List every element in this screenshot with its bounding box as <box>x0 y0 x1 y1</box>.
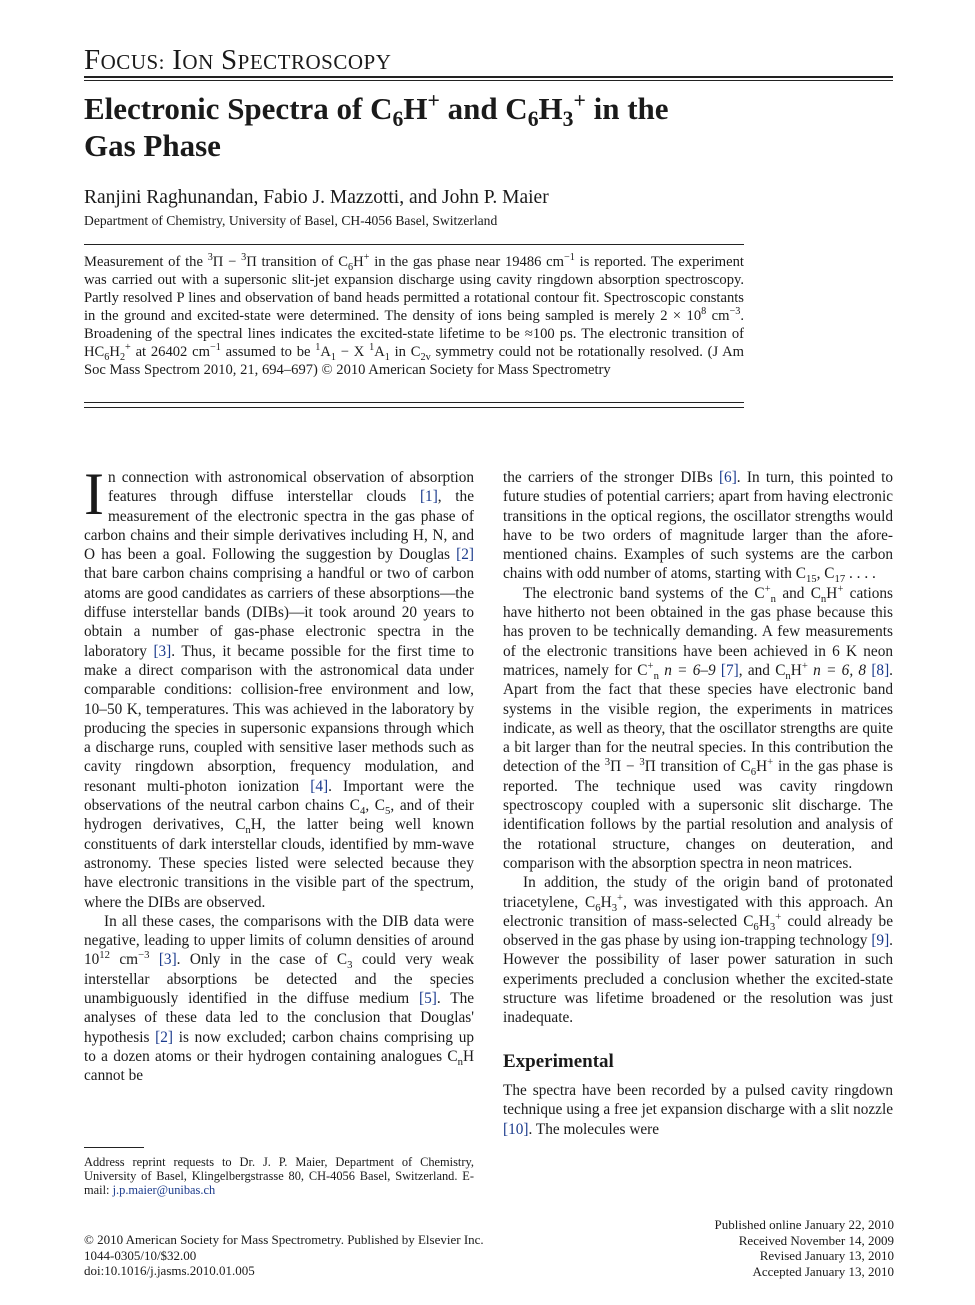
ref-link-5[interactable]: [5] <box>418 990 437 1008</box>
doi-line: doi:10.1016/j.jasms.2010.01.005 <box>84 1263 255 1278</box>
abstract: Measurement of the $^3$Π − $^3$Π transition of $C_6H^+$ in the gas phase near 19486 $cm^{-1}$ is reported. The experiment was carried out with a supersonic slit-jet expansion discharge using cavity ringdown absorption spectroscopy. Partly resolved P lines and observation of band heads permitted a rotational contour fit. Spectroscopic constants in the ground and excited-state were determined. The density of ions being sampled is merely $2 \times 10^8$ $cm^{-3}$. Broadening of the spectral lines indicates the excited-state lifetime to be ≈100 ps. The electronic transition of $HC_6H_2^+$ at 26402 $cm^{-1}$ assumed to be $^1A_1 - X$ $^1A_1$ in $C_{2v}$ symmetry could not be rotationally resolved. (J Am Soc Mass Spectrom 2010, 21, 694–697) © 2010 American Society for Mass Spectrometry <box>84 252 745 378</box>
copyright-line: © 2010 American Society for Mass Spectrometry. Published by Elsevier Inc. <box>84 1232 484 1247</box>
section-heading-experimental: Experimental <box>503 1050 614 1072</box>
dates-block <box>715 1217 894 1279</box>
ref-link-8[interactable]: [8] <box>871 661 890 679</box>
paragraph-triacetylene: In addition, the study of the origin band of protonated triacetylene, $C_6H_3^+$, was investigated with this approach. An electronic transition of mass-selected $C_6H_3^+$ could already be observed in the gas phase by using ion-trapping technology [9]. However the possibility of laser power saturation in such experiments precluded a conclusion whether the excited-state structure was lifetime broadened or the resolution was just inadequate. <box>503 874 893 1027</box>
paragraph-intro: In connection with astronomical observation of absorption features through diffuse interstellar clouds [1], the measurement of the electronic spectra in the gas phase of carbon chains and their simple derivatives including H, N, and O has been a goal. Following the suggestion by Douglas [2] that bare carbon chains comprising a handful or two of carbon atoms are good candidates as carriers of these absorptions—the diffuse interstellar bands (DIBs)—it took around 20 years to obtain a number of gas-phase electronic spectra in the laboratory [3]. Thus, it became possible for the first time to make a direct comparison with the astronomical data under comparable conditions: collision-free environment and low, 10–50 K, temperatures. This was achieved in the laboratory by producing the species in supersonic expansions through which a discharge runs, coupled with sensitive laser methods such as cavity ringdown absorption, frequency modulation, and resonant multi-photon ionization [4]. Important were the observations of the neutral carbon chains $C_4$, $C_5$, and of their hydrogen derivatives, $C_nH$, the latter being well known constituents of dark interstellar clouds, identified by mm-wave astronomy. These species listed were selected because they have electronic transitions in the visible part of the spectrum, where the DIBs are observed. <box>84 461 474 911</box>
email-link[interactable]: j.p.maier@unibas.ch <box>112 1183 216 1197</box>
ref-link-3b[interactable]: [3] <box>158 951 177 969</box>
section-label: FOCUS: ION SPECTROSCOPY <box>84 44 392 76</box>
ref-link-2[interactable]: [2] <box>456 546 474 564</box>
ref-link-3[interactable]: [3] <box>153 642 172 660</box>
issn-line: 1044-0305/10/$32.00 <box>84 1247 197 1263</box>
ref-link-7[interactable]: [7] <box>720 661 739 679</box>
ref-link-4[interactable]: [4] <box>310 777 329 795</box>
authors: Ranjini Raghunandan, Fabio J. Mazzotti, and John P. Maier <box>84 187 549 208</box>
ref-link-10[interactable]: [10] <box>503 1120 529 1138</box>
ref-link-1[interactable]: [1] <box>419 488 438 506</box>
right-column <box>503 468 893 1139</box>
footnote-rule <box>84 1147 144 1148</box>
header-rule-top <box>84 76 893 78</box>
paragraph-band-systems: The electronic band systems of the $C^+_n$ and $C_nH^+$ cations have hitherto not been obtained in the gas phase because this has proven to be technically demanding. A few measurements of the electronic transitions have been achieved in 6 K neon matrices, namely for $C^+_n$ n = 6–9 [7], and $C_nH^+$ n = 6, 8 [8]. Apart from the fact that these species have electronic band systems in the visible region, the experiments in matrices indicate, as well as theory, that the oscillator strengths are quite a bit larger than for the neutral species. In this contribution the detection of the $^3$Π − $^3$Π transition of $C_6H^+$ in the gas phase is reported. The technique used was cavity ringdown spectroscopy coupled with a supersonic slit discharge. The identification follows by the partial resolution and analysis of the rotational structure, changes on deuteration, and comparison with the absorption spectra in neon matrices. <box>503 582 893 872</box>
article-title: Electronic Spectra of $C_6H^+$ and $C_6H_3^+$ in the Gas Phase <box>84 88 669 163</box>
drop-cap: I <box>84 461 104 527</box>
abstract-rule-bottom-1 <box>84 402 744 403</box>
paragraph-carriers: the carriers of the stronger DIBs [6]. In turn, this pointed to future studies of potential carriers; apart from having electronic transitions in the optical regions, the oscillator strengths would have to be two orders of magnitude larger than the afore-mentioned chains. Examples of such systems are the carbon chains with odd number of atoms, starting with $C_{15}$, $C_{17}$ . . . . <box>503 469 893 586</box>
paragraph-comparisons: In all these cases, the comparisons with the DIB data were negative, leading to upper limits of column densities of around $10^{12}$ $cm^{-3}$ [3]. Only in the case of $C_3$ could very weak interstellar absorptions be detected and the species unambiguously identified in the diffuse medium [5]. The analyses of these data led to the conclusion that Douglas' hypothesis [2] is now excluded; carbon chains comprising up to a dozen atoms or their hydrogen containing analogues $C_nH$ cannot be <box>84 912 475 1085</box>
published-date: Published online January 22, 2010 <box>714 1217 894 1232</box>
footnote: Address reprint requests to Dr. J. P. Maier, Department of Chemistry, University of Basel, Klingelbergstrasse 80, CH-4056 Basel, Switzerland. E-mail: j.p.maier@unibas.ch <box>84 1155 474 1197</box>
copyright-block <box>84 1232 484 1279</box>
ref-link-2b[interactable]: [2] <box>155 1028 174 1046</box>
affiliation: Department of Chemistry, University of Basel, CH-4056 Basel, Switzerland <box>84 213 498 228</box>
ref-link-9[interactable]: [9] <box>871 932 890 950</box>
ref-link-6[interactable]: [6] <box>718 469 737 486</box>
header-rule-bottom <box>84 80 893 81</box>
abstract-rule-bottom-2 <box>84 407 744 408</box>
accepted-date: Accepted January 13, 2010 <box>752 1263 894 1279</box>
revised-date: Revised January 13, 2010 <box>759 1248 894 1263</box>
left-column <box>84 461 475 1086</box>
paragraph-experimental: The spectra have been recorded by a pulsed cavity ringdown technique using a free jet expansion discharge with a slit nozzle [10]. The molecules were <box>503 1081 893 1138</box>
received-date: Received November 14, 2009 <box>738 1232 894 1248</box>
abstract-rule-top <box>84 244 744 245</box>
